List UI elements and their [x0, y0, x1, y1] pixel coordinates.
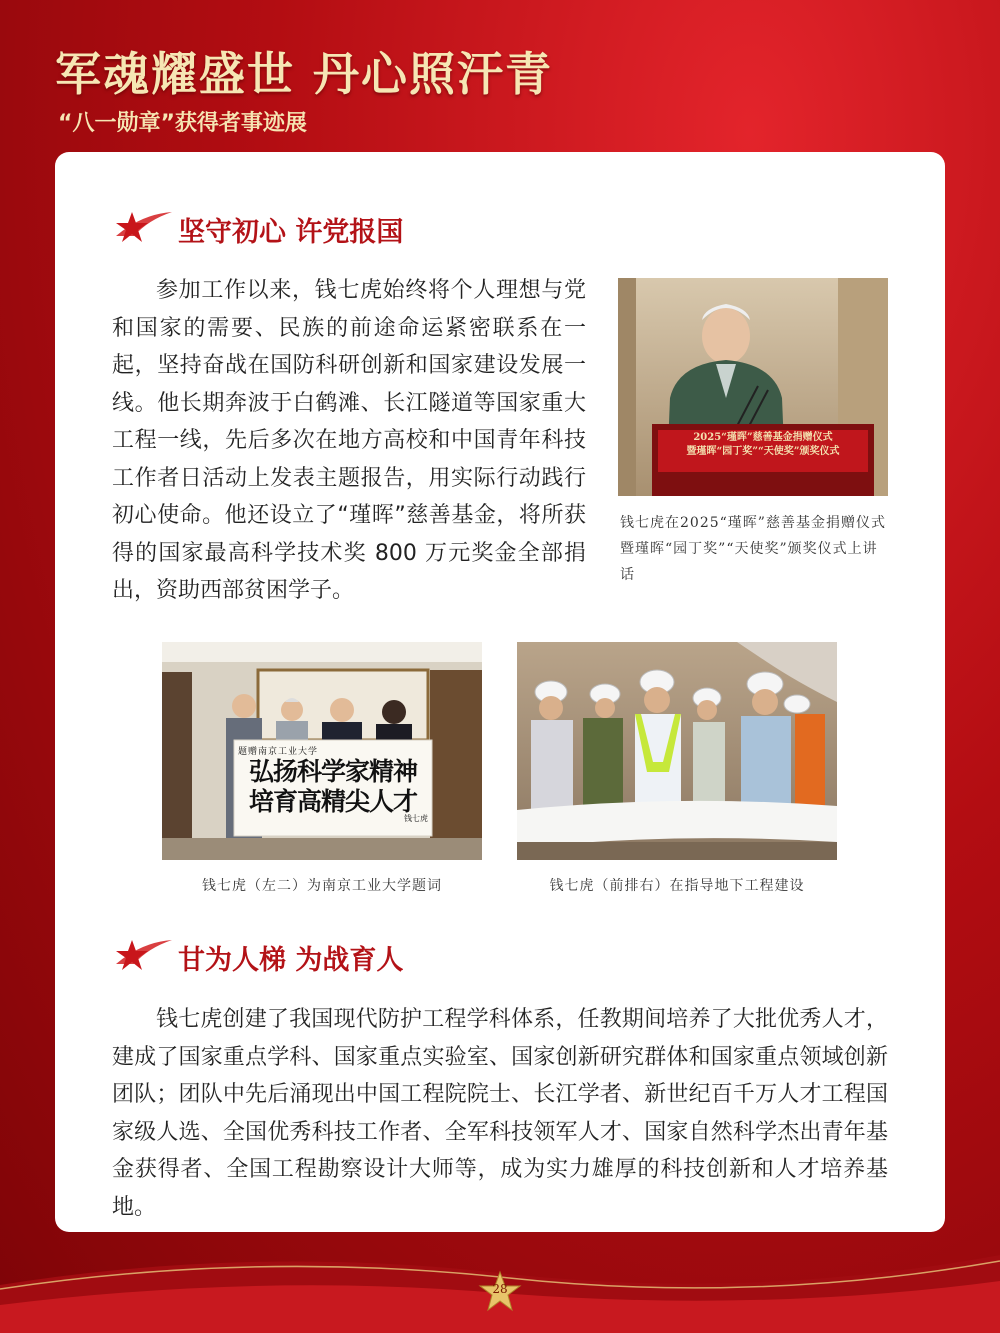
scroll-dedication: 题赠南京工业大学 [238, 747, 319, 757]
section-title-1: 坚守初心 许党报国 [178, 216, 404, 248]
scroll-line-1: 弘扬科学家精神 [248, 757, 417, 786]
photo-speaker-podium [618, 278, 888, 496]
podium-banner [658, 431, 868, 459]
red-star-icon [112, 206, 174, 252]
section-paragraph-1: 参加工作以来，钱七虎始终将个人理想与党和国家的需要、民族的前途命运紧密联系在一起，坚持奋战在国防科研创新和国家建设发展一线。他长期奔波于白鹤滩、长江隧道等国家重大工程一线，先后多次在地方高校和中国青年科技工作者日活动上发表主题报告，用实际行动践行初心使命。他还设立了“瑾晖”慈善基金，将所获得的国家最高科学技术奖 800 万元奖金全部捐出，资助西部贫困学子。 [112, 278, 586, 603]
caption-photo-construction: 钱七虎（前排右）在指导地下工程建设 [549, 878, 805, 894]
section-heading-1 [112, 206, 403, 252]
page-number: 28 [492, 1282, 508, 1296]
calligraphy-scroll [238, 744, 428, 824]
page-subtitle: “八一勋章”获得者事迹展 [58, 111, 307, 136]
caption-photo-calligraphy: 钱七虎（左二）为南京工业大学题词 [202, 878, 442, 894]
speaker-illustration [618, 278, 888, 496]
red-star-icon [112, 934, 174, 980]
section-paragraph-2: 钱七虎创建了我国现代防护工程学科体系，任教期间培养了大批优秀人才，建成了国家重点学科、国家重点实验室、国家创新研究群体和国家重点领域创新团队；团队中先后涌现出中国工程院院士、长江学者、新世纪百千万人才工程国家级人选、全国优秀科技工作者、全军科技领军人才、国家自然科学杰出青年基金获得者、全国工程勘察设计大师等，成为实力雄厚的科技创新和人才培养基地。 [112, 1007, 888, 1220]
photo-construction [517, 642, 837, 860]
construction-illustration [517, 642, 837, 860]
photo-calligraphy [162, 642, 482, 860]
caption-photo-speaker: 钱七虎在2025“瑾晖”慈善基金捐赠仪式暨瑾晖“园丁奖”“天使奖”颁奖仪式上讲话 [620, 515, 886, 583]
podium-banner-line-2: 暨瑾晖“园丁奖”“天使奖”颁奖仪式 [686, 446, 840, 457]
scroll-signature: 钱七虎 [404, 814, 428, 823]
page-title: 军魂耀盛世 丹心照汗青 [55, 47, 554, 101]
podium-banner-line-1: 2025“瑾晖”慈善基金捐赠仪式 [693, 432, 833, 443]
scroll-line-2: 培育高精尖人才 [248, 787, 417, 816]
section-title-2: 甘为人梯 为战育人 [178, 944, 404, 976]
section-heading-2 [112, 934, 403, 980]
